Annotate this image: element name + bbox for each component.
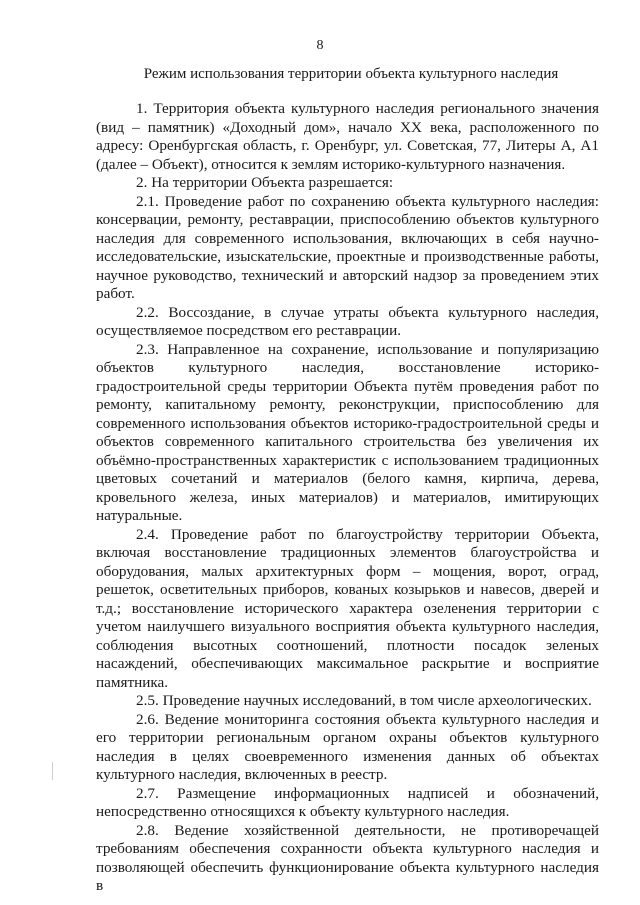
paragraph-2-3: 2.3. Направленное на сохранение, использование и популяризацию объектов культурного наследия, восстановление историко-градостроительной среды территории Объекта путём проведения работ по ремонту, капитальному ремонту, реконструкции, приспособлению для современного использования объектов историко-градостроительной среды и объектов современного капитального строительства без увеличения их объёмно-пространственных характеристик с использованием традиционных цветовых сочетаний и материалов (белого камня, кирпича, дерева, кровельного железа, иных материалов) и материалов, имитирующих натуральные.	[96, 340, 599, 524]
paragraph-2-2: 2.2. Воссоздание, в случае утраты объекта культурного наследия, осуществляемое посредством его реставрации.	[96, 303, 599, 339]
paragraph-2-6: 2.6. Ведение мониторинга состояния объекта культурного наследия и его территории региональным органом охраны объектов культурного наследия в целях своевременного изменения данных об объектах культурного наследия, включенных в реестр.	[96, 710, 599, 783]
paragraph-2-8: 2.8. Ведение хозяйственной деятельности, не противоречащей требованиям обеспечения сохранности объекта культурного наследия и позволяющей обеспечить функционирование объекта культурного наследия в	[96, 821, 599, 894]
scan-margin-mark	[52, 762, 53, 780]
paragraph-2-1: 2.1. Проведение работ по сохранению объекта культурного наследия: консервации, ремонту, реставрации, приспособлению объектов культурного наследия для современного использования, включающих в себя научно-исследовательские, изыскательские, проектные и производственные работы, научное руководство, технический и авторский надзор за проведением этих работ.	[96, 192, 599, 302]
paragraph-2: 2. На территории Объекта разрешается:	[136, 174, 394, 191]
document-body	[96, 100, 599, 896]
paragraph-2-5: 2.5. Проведение научных исследований, в том числе археологических.	[136, 692, 592, 709]
paragraph-1: 1. Территория объекта культурного наследия регионального значения (вид – памятник) «Доходный дом», начало XX века, расположенного по адресу: Оренбургская область, г. Оренбург, ул. Советская, 77, Литеры А, А1 (далее – Объект), относится к землям историко-культурного назначения.	[96, 100, 599, 173]
paragraph-2-7: 2.7. Размещение информационных надписей и обозначений, непосредственно относящихся к объекту культурного наследия.	[96, 784, 599, 820]
document-title: Режим использования территории объекта культурного наследия	[143, 66, 559, 82]
page-number: 8	[316, 38, 324, 53]
paragraph-2-4: 2.4. Проведение работ по благоустройству территории Объекта, включая восстановление традиционных элементов благоустройства и оборудования, малых архитектурных форм – мощения, ворот, оград, решеток, осветительных приборов, кованых козырьков и навесов, дверей и т.д.; восстановление исторического характера озеленения территории с учетом наилучшего визуального восприятия объекта культурного наследия, соблюдения высотных соотношений, плотности посадок зеленых насаждений, обеспечивающих максимальное раскрытие и восприятие памятника.	[96, 525, 599, 691]
